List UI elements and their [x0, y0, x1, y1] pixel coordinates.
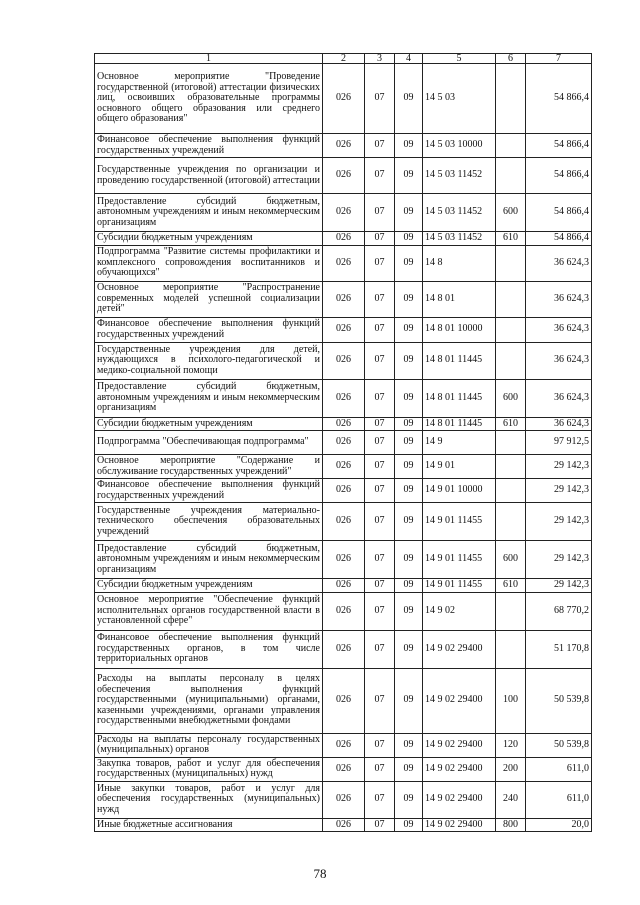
table-row	[95, 592, 592, 630]
cell-expense-type: 610	[496, 232, 526, 246]
cell-subsection-code: 09	[395, 342, 423, 379]
header-row	[95, 54, 592, 64]
cell-ministry-code: 026	[323, 592, 365, 630]
col-header-2: 2	[323, 54, 365, 64]
row-name: Предоставление субсидий бюджетным, автономным учреждениям и иным некоммерческим организациям	[95, 194, 323, 232]
table-row	[95, 541, 592, 579]
cell-ministry-code: 026	[323, 417, 365, 431]
cell-expense-type: 600	[496, 194, 526, 232]
cell-amount: 29 142,3	[526, 579, 592, 593]
cell-amount: 36 624,3	[526, 281, 592, 317]
cell-subsection-code: 09	[395, 194, 423, 232]
cell-ministry-code: 026	[323, 245, 365, 281]
cell-subsection-code: 09	[395, 818, 423, 832]
page-number: 78	[313, 866, 327, 881]
cell-target-article: 14 5 03 10000	[423, 134, 496, 158]
cell-subsection-code: 09	[395, 781, 423, 818]
table-row	[95, 379, 592, 417]
cell-subsection-code: 09	[395, 733, 423, 757]
table-row	[95, 668, 592, 733]
table-row	[95, 630, 592, 668]
cell-section-code: 07	[365, 479, 395, 503]
row-name: Предоставление субсидий бюджетным, автономным учреждениям и иным некоммерческим организациям	[95, 541, 323, 579]
cell-expense-type	[496, 245, 526, 281]
cell-section-code: 07	[365, 317, 395, 342]
row-name: Расходы на выплаты персоналу государственных (муниципальных) органов	[95, 733, 323, 757]
cell-section-code: 07	[365, 379, 395, 417]
row-name: Основное мероприятие "Обеспечение функций исполнительных органов государственной власти в установленной сфере"	[95, 592, 323, 630]
cell-amount: 54 866,4	[526, 64, 592, 134]
table-row	[95, 158, 592, 194]
col-header-4: 4	[395, 54, 423, 64]
cell-expense-type: 120	[496, 733, 526, 757]
row-name: Субсидии бюджетным учреждениям	[95, 579, 323, 593]
cell-target-article: 14 9 02 29400	[423, 757, 496, 781]
cell-ministry-code: 026	[323, 281, 365, 317]
row-name: Предоставление субсидий бюджетным, автономным учреждениям и иным некоммерческим организациям	[95, 379, 323, 417]
cell-subsection-code: 09	[395, 503, 423, 541]
cell-subsection-code: 09	[395, 379, 423, 417]
cell-amount: 54 866,4	[526, 194, 592, 232]
row-name: Государственные учреждения для детей, нуждающихся в психолого-педагогической и медико-социальной помощи	[95, 342, 323, 379]
cell-amount: 611,0	[526, 781, 592, 818]
cell-ministry-code: 026	[323, 64, 365, 134]
cell-subsection-code: 09	[395, 134, 423, 158]
cell-section-code: 07	[365, 503, 395, 541]
cell-expense-type	[496, 281, 526, 317]
table-row	[95, 417, 592, 431]
cell-subsection-code: 09	[395, 668, 423, 733]
row-name: Субсидии бюджетным учреждениям	[95, 417, 323, 431]
cell-expense-type	[496, 592, 526, 630]
cell-expense-type: 610	[496, 417, 526, 431]
cell-ministry-code: 026	[323, 781, 365, 818]
cell-amount: 36 624,3	[526, 342, 592, 379]
table-row	[95, 781, 592, 818]
cell-ministry-code: 026	[323, 757, 365, 781]
row-name: Подпрограмма "Развитие системы профилактики и комплексного сопровождения воспитанников и обучающихся"	[95, 245, 323, 281]
cell-subsection-code: 09	[395, 158, 423, 194]
col-header-5: 5	[423, 54, 496, 64]
table-row	[95, 281, 592, 317]
cell-ministry-code: 026	[323, 503, 365, 541]
row-name: Основное мероприятие "Содержание и обслуживание государственных учреждений"	[95, 455, 323, 479]
cell-target-article: 14 8 01 11445	[423, 342, 496, 379]
cell-target-article: 14 9 02 29400	[423, 781, 496, 818]
cell-target-article: 14 9 02 29400	[423, 733, 496, 757]
cell-subsection-code: 09	[395, 479, 423, 503]
cell-ministry-code: 026	[323, 579, 365, 593]
cell-ministry-code: 026	[323, 668, 365, 733]
cell-amount: 50 539,8	[526, 668, 592, 733]
row-name: Закупка товаров, работ и услуг для обеспечения государственных (муниципальных) нужд	[95, 757, 323, 781]
table-row	[95, 342, 592, 379]
cell-section-code: 07	[365, 668, 395, 733]
cell-expense-type	[496, 431, 526, 455]
cell-target-article: 14 9 01 11455	[423, 503, 496, 541]
row-name: Государственные учреждения по организации и проведению государственной (итоговой) аттестации	[95, 158, 323, 194]
table-row	[95, 134, 592, 158]
cell-subsection-code: 09	[395, 281, 423, 317]
cell-target-article: 14 5 03 11452	[423, 194, 496, 232]
cell-subsection-code: 09	[395, 431, 423, 455]
cell-section-code: 07	[365, 781, 395, 818]
cell-ministry-code: 026	[323, 379, 365, 417]
cell-expense-type	[496, 455, 526, 479]
row-name: Основное мероприятие "Проведение государственной (итоговой) аттестации физических лиц, освоивших образовательные программы основного общего образования или среднего общего образования"	[95, 64, 323, 134]
cell-section-code: 07	[365, 818, 395, 832]
cell-ministry-code: 026	[323, 455, 365, 479]
table-row	[95, 503, 592, 541]
cell-section-code: 07	[365, 431, 395, 455]
cell-ministry-code: 026	[323, 194, 365, 232]
cell-section-code: 07	[365, 592, 395, 630]
cell-target-article: 14 9	[423, 431, 496, 455]
cell-expense-type: 100	[496, 668, 526, 733]
cell-target-article: 14 8 01 11445	[423, 417, 496, 431]
cell-amount: 54 866,4	[526, 158, 592, 194]
cell-target-article: 14 8 01 10000	[423, 317, 496, 342]
cell-ministry-code: 026	[323, 818, 365, 832]
cell-expense-type: 800	[496, 818, 526, 832]
cell-amount: 51 170,8	[526, 630, 592, 668]
cell-ministry-code: 026	[323, 317, 365, 342]
row-name: Финансовое обеспечение выполнения функций государственных учреждений	[95, 317, 323, 342]
row-name: Государственные учреждения материально-технического обеспечения образовательных учреждений	[95, 503, 323, 541]
table-row	[95, 455, 592, 479]
row-name: Подпрограмма "Обеспечивающая подпрограмма"	[95, 431, 323, 455]
cell-amount: 36 624,3	[526, 245, 592, 281]
cell-amount: 68 770,2	[526, 592, 592, 630]
cell-section-code: 07	[365, 245, 395, 281]
row-name: Иные закупки товаров, работ и услуг для обеспечения государственных (муниципальных) нужд	[95, 781, 323, 818]
cell-section-code: 07	[365, 134, 395, 158]
cell-target-article: 14 5 03 11452	[423, 232, 496, 246]
cell-section-code: 07	[365, 417, 395, 431]
cell-section-code: 07	[365, 455, 395, 479]
cell-amount: 20,0	[526, 818, 592, 832]
cell-ministry-code: 026	[323, 342, 365, 379]
cell-target-article: 14 5 03 11452	[423, 158, 496, 194]
cell-amount: 29 142,3	[526, 541, 592, 579]
cell-expense-type: 200	[496, 757, 526, 781]
cell-section-code: 07	[365, 733, 395, 757]
table-row	[95, 579, 592, 593]
cell-target-article: 14 9 02 29400	[423, 630, 496, 668]
cell-target-article: 14 8 01	[423, 281, 496, 317]
cell-target-article: 14 8	[423, 245, 496, 281]
cell-section-code: 07	[365, 194, 395, 232]
row-name: Расходы на выплаты персоналу в целях обеспечения выполнения функций государственными (муниципальными) органами, казенными учреждениями, органами управления государственными внебюджетными фондами	[95, 668, 323, 733]
cell-expense-type	[496, 503, 526, 541]
cell-amount: 36 624,3	[526, 317, 592, 342]
table-row	[95, 64, 592, 134]
cell-expense-type	[496, 134, 526, 158]
cell-target-article: 14 9 01	[423, 455, 496, 479]
row-name: Субсидии бюджетным учреждениям	[95, 232, 323, 246]
cell-section-code: 07	[365, 64, 395, 134]
cell-expense-type	[496, 479, 526, 503]
col-header-3: 3	[365, 54, 395, 64]
cell-subsection-code: 09	[395, 232, 423, 246]
cell-amount: 29 142,3	[526, 479, 592, 503]
cell-amount: 54 866,4	[526, 134, 592, 158]
cell-amount: 36 624,3	[526, 379, 592, 417]
cell-target-article: 14 9 02	[423, 592, 496, 630]
cell-expense-type: 600	[496, 379, 526, 417]
cell-expense-type	[496, 158, 526, 194]
cell-target-article: 14 9 02 29400	[423, 668, 496, 733]
budget-table	[94, 53, 592, 832]
cell-expense-type	[496, 630, 526, 668]
cell-target-article: 14 9 01 11455	[423, 579, 496, 593]
cell-section-code: 07	[365, 579, 395, 593]
cell-subsection-code: 09	[395, 630, 423, 668]
cell-subsection-code: 09	[395, 579, 423, 593]
cell-subsection-code: 09	[395, 757, 423, 781]
cell-amount: 36 624,3	[526, 417, 592, 431]
row-name: Основное мероприятие "Распространение современных моделей успешной социализации детей"	[95, 281, 323, 317]
table-row	[95, 317, 592, 342]
cell-section-code: 07	[365, 232, 395, 246]
cell-subsection-code: 09	[395, 592, 423, 630]
cell-ministry-code: 026	[323, 479, 365, 503]
row-name: Финансовое обеспечение выполнения функций государственных учреждений	[95, 134, 323, 158]
col-header-7: 7	[526, 54, 592, 64]
cell-amount: 29 142,3	[526, 455, 592, 479]
col-header-6: 6	[496, 54, 526, 64]
table-row	[95, 479, 592, 503]
table-row	[95, 431, 592, 455]
cell-expense-type: 600	[496, 541, 526, 579]
cell-section-code: 07	[365, 281, 395, 317]
cell-expense-type	[496, 317, 526, 342]
cell-ministry-code: 026	[323, 431, 365, 455]
cell-ministry-code: 026	[323, 158, 365, 194]
cell-amount: 97 912,5	[526, 431, 592, 455]
cell-section-code: 07	[365, 158, 395, 194]
cell-section-code: 07	[365, 757, 395, 781]
cell-subsection-code: 09	[395, 245, 423, 281]
row-name: Иные бюджетные ассигнования	[95, 818, 323, 832]
cell-expense-type: 240	[496, 781, 526, 818]
cell-ministry-code: 026	[323, 630, 365, 668]
cell-subsection-code: 09	[395, 455, 423, 479]
cell-amount: 611,0	[526, 757, 592, 781]
cell-target-article: 14 9 01 10000	[423, 479, 496, 503]
cell-section-code: 07	[365, 630, 395, 668]
table-row	[95, 194, 592, 232]
row-name: Финансовое обеспечение выполнения функций государственных органов, в том числе территориальных органов	[95, 630, 323, 668]
cell-ministry-code: 026	[323, 541, 365, 579]
cell-target-article: 14 9 01 11455	[423, 541, 496, 579]
cell-subsection-code: 09	[395, 317, 423, 342]
cell-expense-type	[496, 64, 526, 134]
table-row	[95, 245, 592, 281]
cell-ministry-code: 026	[323, 232, 365, 246]
cell-subsection-code: 09	[395, 417, 423, 431]
cell-target-article: 14 8 01 11445	[423, 379, 496, 417]
cell-ministry-code: 026	[323, 733, 365, 757]
table-row	[95, 733, 592, 757]
cell-target-article: 14 9 02 29400	[423, 818, 496, 832]
cell-expense-type	[496, 342, 526, 379]
col-header-1: 1	[95, 54, 323, 64]
cell-section-code: 07	[365, 342, 395, 379]
cell-amount: 54 866,4	[526, 232, 592, 246]
cell-section-code: 07	[365, 541, 395, 579]
cell-subsection-code: 09	[395, 64, 423, 134]
table-row	[95, 232, 592, 246]
cell-subsection-code: 09	[395, 541, 423, 579]
row-name: Финансовое обеспечение выполнения функций государственных учреждений	[95, 479, 323, 503]
cell-ministry-code: 026	[323, 134, 365, 158]
cell-target-article: 14 5 03	[423, 64, 496, 134]
cell-amount: 29 142,3	[526, 503, 592, 541]
table-row	[95, 818, 592, 832]
table-row	[95, 757, 592, 781]
table-body	[95, 64, 592, 832]
cell-amount: 50 539,8	[526, 733, 592, 757]
cell-expense-type: 610	[496, 579, 526, 593]
